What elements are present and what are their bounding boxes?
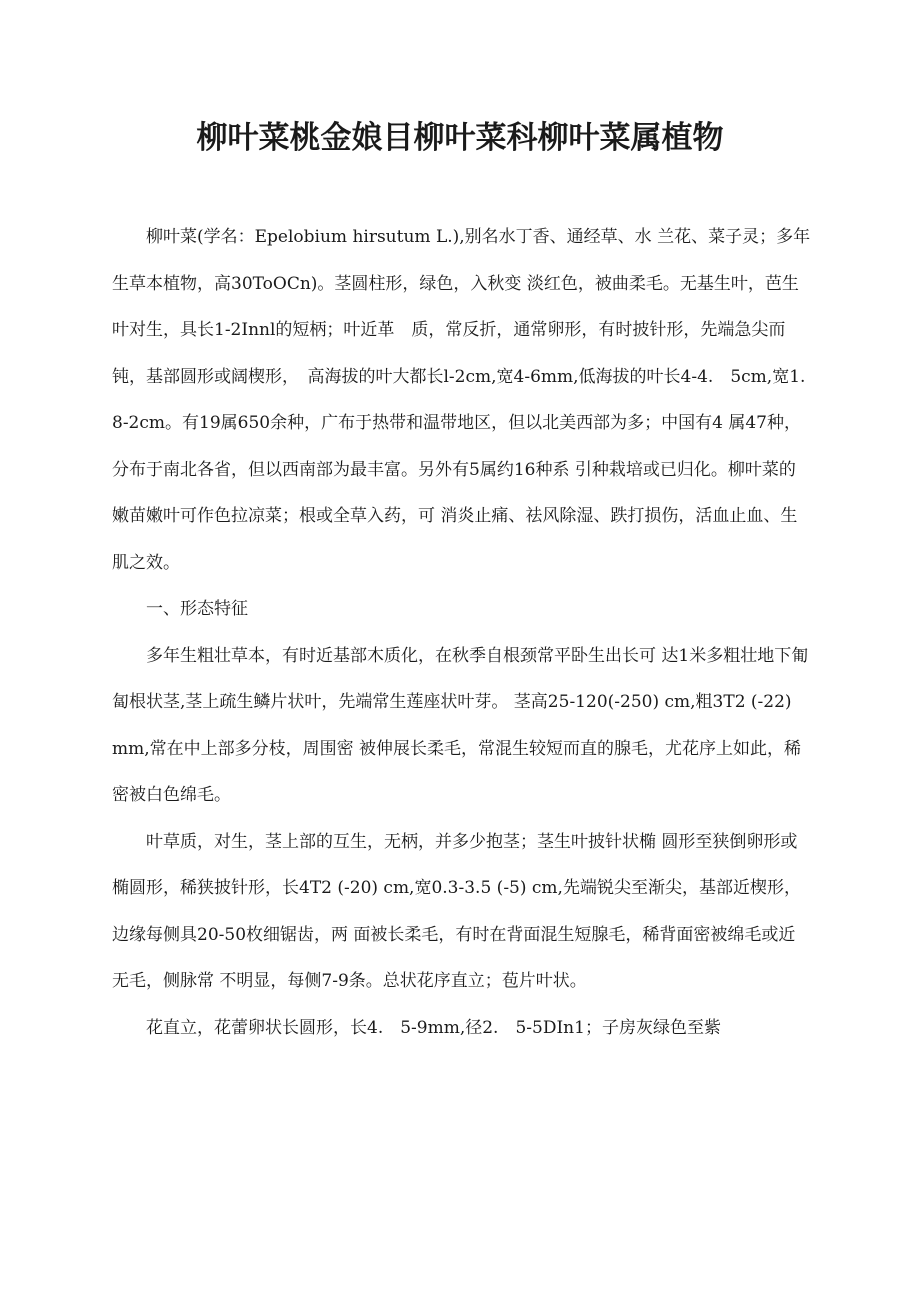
section-heading-morphology: 一、形态特征: [146, 599, 248, 619]
intro-paragraph: 柳叶菜(学名：Epelobium hirsutum L.),别名水丁香、通经草、水 兰花、菜子灵；多年生草本植物，高30ToOCn)。茎圆柱形，绿色，入秋变 淡红色，被曲柔毛。无基生叶，芭生叶对生，具长1-2Innl的短柄；叶近革 质，常反折，通常卵形，有时披针形，先端急尖而钝，基部圆形或阔楔形， 高海拔的叶大都长l-2cm,宽4-6mm,低海拔的叶长4-4. 5cm,宽1. 8-2cm。有19属650余种，广布于热带和温带地区，但以北美西部为多；中国有4 属47种，分布于南北各省，但以西南部为最丰富。另外有5属约16种系 引种栽培或已归化。柳叶菜的嫩苗嫩叶可作色拉凉菜；根或全草入药，可 消炎止痛、祛风除湿、跌打损伤，活血止血、生肌之效。: [112, 227, 823, 573]
document-title: 柳叶菜桃金娘目柳叶菜科柳叶菜属植物: [196, 120, 724, 156]
morphology-paragraph: 多年生粗壮草本，有时近基部木质化，在秋季自根颈常平卧生出长可 达1米多粗壮地下匍匐根状茎,茎上疏生鳞片状叶，先端常生莲座状叶芽。 茎高25-120(-250) cm,粗3T2 (-22) mm,常在中上部多分枝，周围密 被伸展长柔毛，常混生较短而直的腺毛，尤花序上如此，稀密被白色绵毛。: [112, 645, 809, 805]
flowers-paragraph: 花直立，花蕾卵状长圆形，长4. 5-9mm,径2. 5-5DIn1；子房灰绿色至紫: [146, 1017, 721, 1038]
leaves-paragraph: 叶草质，对生，茎上部的互生，无柄，并多少抱茎；茎生叶披针状椭 圆形至狭倒卵形或椭圆形，稀狭披针形，长4T2 (-20) cm,宽0.3-3.5 (-5) cm,先端锐尖至渐尖，基部近楔形，边缘每侧具20-50枚细锯齿，两 面被长柔毛，有时在背面混生短腺毛，稀背面密被绵毛或近无毛，侧脉常 不明显，每侧7-9条。总状花序直立；苞片叶状。: [112, 831, 801, 991]
document-body: [112, 214, 823, 1051]
